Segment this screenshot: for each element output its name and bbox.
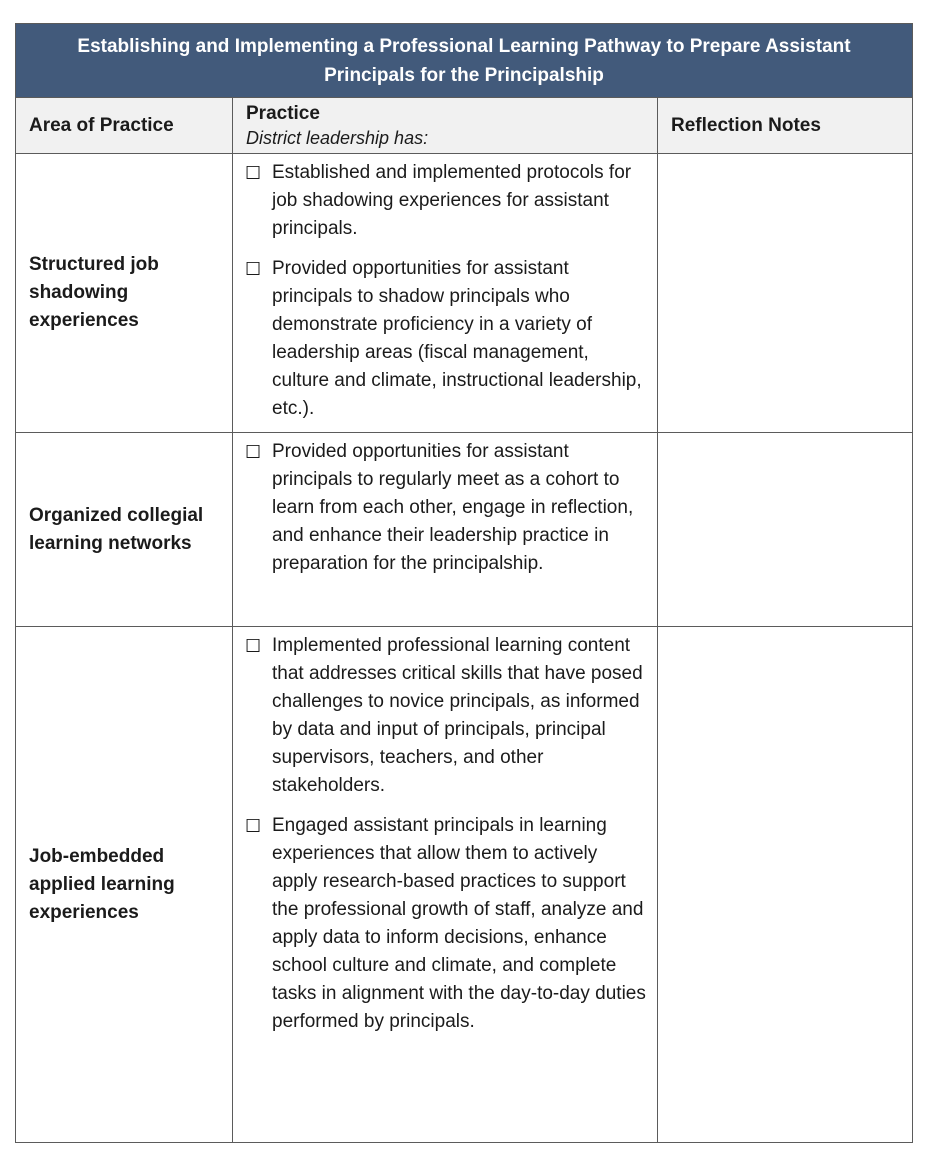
reflection-notes-cell[interactable]	[658, 627, 913, 1143]
header-practice	[233, 98, 658, 154]
practice-item-text: Implemented professional learning content that addresses critical skills that have posed challenges to novice principals, as informed by data and input of principals, principal supervisors, teachers, and other stakeholders.	[272, 635, 643, 796]
practice-table	[15, 23, 913, 1143]
practice-cell	[233, 627, 658, 1143]
practice-item	[245, 632, 647, 800]
practice-item-text: Established and implemented protocols for job shadowing experiences for assistant principals.	[272, 162, 632, 239]
header-practice-label: Practice	[246, 102, 320, 124]
table-row	[16, 627, 913, 1143]
header-reflection-notes: Reflection Notes	[658, 98, 913, 154]
header-area-of-practice: Area of Practice	[16, 98, 233, 154]
area-of-practice-cell: Job-embedded applied learning experiences	[16, 627, 233, 1143]
header-practice-subtitle: District leadership has:	[246, 127, 429, 148]
practice-item-text: Provided opportunities for assistant principals to shadow principals who demonstrate proficiency in a variety of leadership areas (fiscal management, culture and climate, instructional leadership, etc.).	[272, 258, 642, 419]
area-of-practice-cell: Structured job shadowing experiences	[16, 154, 233, 433]
practice-item-text: Engaged assistant principals in learning experiences that allow them to actively apply research-based practices to support the professional growth of staff, analyze and apply data to inform decisions, enhance school culture and climate, and complete tasks in alignment with the day-to-day duties performed by principals.	[272, 815, 646, 1032]
area-of-practice-cell: Organized collegial learning networks	[16, 433, 233, 627]
checkbox-icon[interactable]: ☐	[245, 636, 262, 656]
table-row	[16, 433, 913, 627]
practice-item-text: Provided opportunities for assistant principals to regularly meet as a cohort to learn from each other, engage in reflection, and enhance their leadership practice in preparation for the principalship.	[272, 441, 634, 574]
practice-item	[245, 159, 647, 243]
practice-cell	[233, 433, 658, 627]
table-row	[16, 154, 913, 433]
reflection-notes-cell[interactable]	[658, 154, 913, 433]
checkbox-icon[interactable]: ☐	[245, 442, 262, 462]
checkbox-icon[interactable]: ☐	[245, 163, 262, 183]
table-title: Establishing and Implementing a Professional Learning Pathway to Prepare Assistant Principals for the Principalship	[16, 24, 913, 98]
reflection-notes-cell[interactable]	[658, 433, 913, 627]
checkbox-icon[interactable]: ☐	[245, 259, 262, 279]
practice-cell	[233, 154, 658, 433]
checkbox-icon[interactable]: ☐	[245, 816, 262, 836]
practice-item	[245, 438, 647, 578]
practice-item	[245, 812, 647, 1036]
practice-item	[245, 255, 647, 423]
